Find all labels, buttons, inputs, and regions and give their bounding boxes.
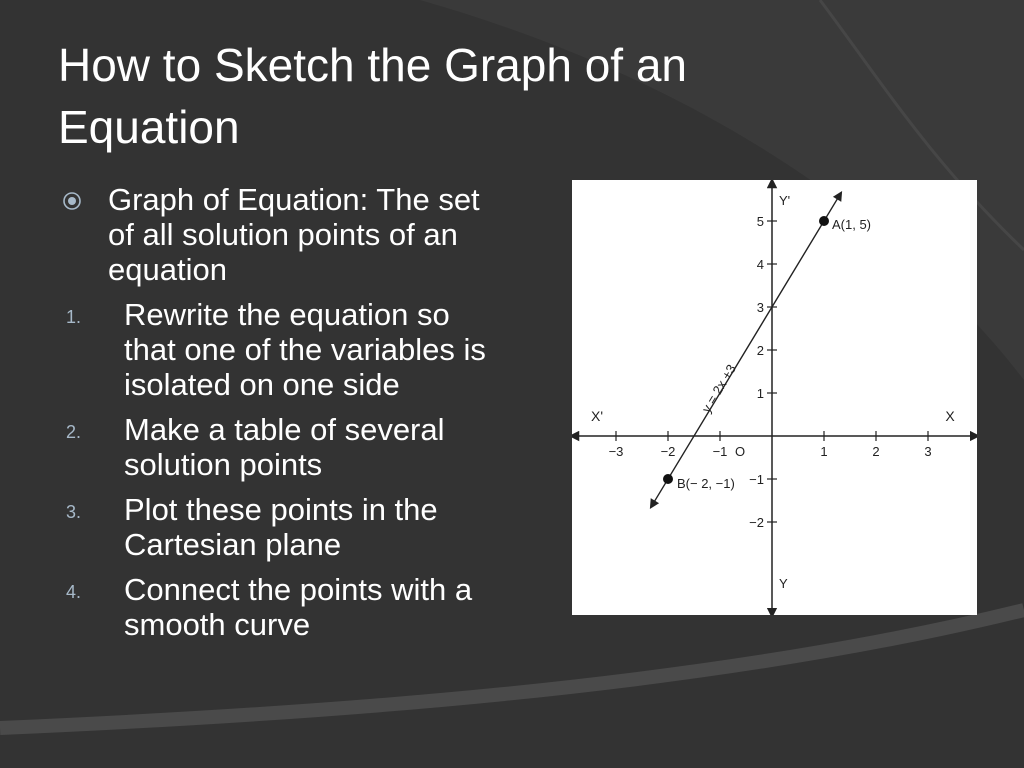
y-tick-label: 5 [756, 214, 764, 229]
step-number: 1. [66, 307, 82, 327]
step-text [124, 412, 445, 482]
y-tick-label: 3 [756, 300, 764, 315]
line-equation-label: y = 2x +3 [698, 361, 739, 416]
point-b [663, 474, 673, 484]
y-tick-label: 1 [756, 386, 764, 401]
point-a [819, 216, 829, 226]
text-line: that one of the variables is [124, 332, 486, 367]
x-axis-negative-label: X' [590, 408, 604, 424]
slide-title [58, 34, 878, 158]
step-text [124, 572, 472, 642]
text-line: Connect the points with a [124, 572, 473, 607]
step-item [62, 572, 567, 642]
slide-content [62, 182, 567, 642]
step-number: 4. [66, 582, 82, 602]
x-tick-label: −3 [608, 444, 624, 459]
circled-dot-icon [62, 182, 108, 287]
y-axis-positive-label: Y' [779, 193, 791, 208]
x-tick-label: 1 [820, 444, 828, 459]
step-number: 2. [66, 422, 82, 442]
text-line: Rewrite the equation so [124, 297, 450, 332]
y-tick-label: −2 [749, 515, 764, 530]
text-line: Make a table of several [124, 412, 445, 447]
series-line [652, 195, 839, 505]
origin-label: O [734, 444, 746, 459]
x-tick-label: −1 [712, 444, 728, 459]
x-tick-label: −2 [660, 444, 676, 459]
text-line: isolated on one side [124, 367, 400, 402]
y-axis-negative-label: Y [779, 576, 788, 591]
bullet-text [108, 182, 480, 287]
point-a-label: A(1, 5) [832, 217, 872, 232]
step-item [62, 412, 567, 482]
text-line: Graph of Equation: The set [108, 182, 480, 217]
text-line: of all solution points of an [108, 217, 458, 252]
title-line: How to Sketch the Graph of an [58, 39, 688, 91]
text-line: Cartesian plane [124, 527, 342, 562]
y-tick-label: 2 [756, 343, 764, 358]
step-text [124, 492, 438, 562]
step-number: 3. [66, 502, 82, 522]
step-item [62, 297, 567, 402]
cartesian-graph [572, 180, 977, 615]
bullet-item [62, 182, 567, 287]
text-line: equation [108, 252, 227, 287]
graph-panel [572, 180, 977, 615]
point-b-label: B(− 2, −1) [677, 476, 735, 491]
y-tick-label: −1 [749, 472, 764, 487]
step-text [124, 297, 486, 402]
title-line: Equation [58, 101, 240, 153]
text-line: smooth curve [124, 607, 311, 642]
x-axis-positive-label: X [945, 408, 955, 424]
y-tick-label: 4 [756, 257, 764, 272]
text-line: solution points [124, 447, 323, 482]
x-tick-label: 3 [924, 444, 932, 459]
x-tick-label: 2 [872, 444, 880, 459]
step-item [62, 492, 567, 562]
text-line: Plot these points in the [124, 492, 438, 527]
